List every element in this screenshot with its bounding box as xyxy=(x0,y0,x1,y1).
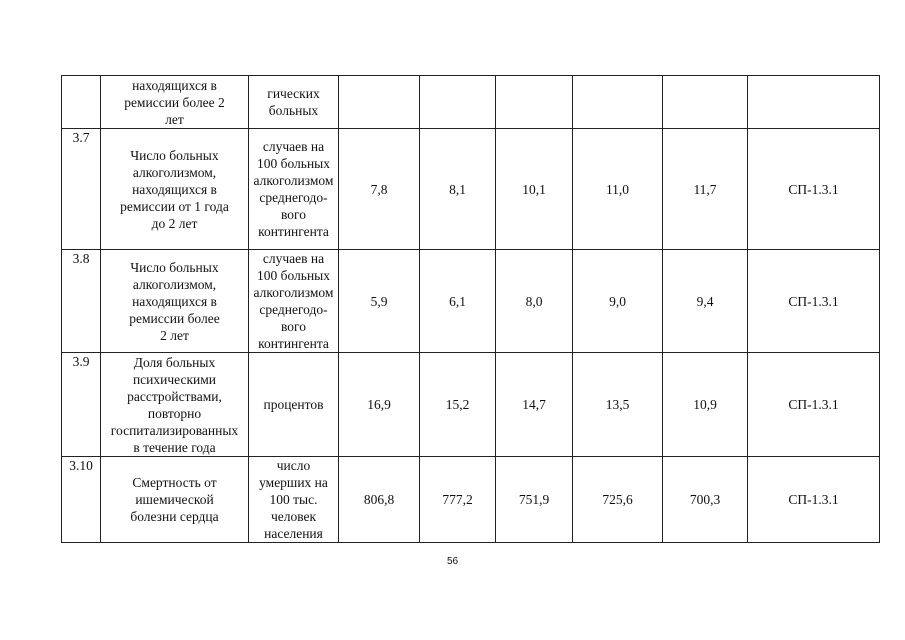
value-cell-year-3: 14,7 xyxy=(496,353,573,457)
text-line: среднегодо- xyxy=(259,190,328,205)
text-line: 100 тыс. xyxy=(269,492,318,507)
value-cell-year-2 xyxy=(420,76,496,129)
value-cell-year-3: 8,0 xyxy=(496,250,573,353)
value-cell-year-4: 725,6 xyxy=(573,457,663,543)
text-line: вого xyxy=(281,207,306,222)
reference-cell: СП-1.3.1 xyxy=(748,353,880,457)
text-line: процентов xyxy=(263,397,324,412)
value-cell-year-2: 15,2 xyxy=(420,353,496,457)
text-line: ремиссии более 2 xyxy=(124,94,225,110)
text-line: алкоголизмом, xyxy=(132,164,217,180)
value-cell-year-2: 6,1 xyxy=(420,250,496,353)
text-line: Доля больных xyxy=(133,354,216,370)
text-line: 100 больных xyxy=(256,156,330,171)
table-row xyxy=(62,250,880,353)
value-cell-year-1: 806,8 xyxy=(339,457,420,543)
value-cell-year-4: 13,5 xyxy=(573,353,663,457)
value-cell-year-2: 777,2 xyxy=(420,457,496,543)
text-line: алкоголизмом xyxy=(253,173,334,188)
unit-cell xyxy=(249,457,339,543)
reference-cell: СП-1.3.1 xyxy=(748,457,880,543)
unit-cell xyxy=(249,353,339,457)
text-line: контингента xyxy=(258,336,329,351)
indicator-name-cell xyxy=(101,250,249,353)
text-line: ремиссии более xyxy=(129,310,220,326)
row-number-cell: 3.10 xyxy=(62,457,101,543)
reference-cell: СП-1.3.1 xyxy=(748,250,880,353)
value-cell-year-1: 16,9 xyxy=(339,353,420,457)
table-row xyxy=(62,76,880,129)
text-line: лет xyxy=(165,111,184,127)
text-line: повторно xyxy=(147,405,202,421)
indicator-name-cell xyxy=(101,76,249,129)
unit-cell xyxy=(249,129,339,250)
text-line: находящихся в xyxy=(132,181,217,197)
value-cell-year-4: 11,0 xyxy=(573,129,663,250)
value-cell-year-5: 11,7 xyxy=(663,129,748,250)
text-line: человек xyxy=(270,509,317,524)
table-body xyxy=(62,76,880,543)
text-line: расстройствами, xyxy=(127,388,222,404)
reference-cell: СП-1.3.1 xyxy=(748,129,880,250)
text-line: алкоголизмом xyxy=(253,285,334,300)
row-number-cell: 3.9 xyxy=(62,353,101,457)
text-line: психическими xyxy=(132,371,217,387)
text-line: находящихся в xyxy=(132,77,217,93)
value-cell-year-5: 9,4 xyxy=(663,250,748,353)
page-number: 56 xyxy=(446,556,459,567)
text-line: населения xyxy=(264,526,323,541)
indicator-name-cell xyxy=(101,457,249,543)
value-cell-year-3: 751,9 xyxy=(496,457,573,543)
indicator-name-cell xyxy=(101,353,249,457)
value-cell-year-5: 700,3 xyxy=(663,457,748,543)
text-line: умерших на xyxy=(259,475,328,490)
value-cell-year-5: 10,9 xyxy=(663,353,748,457)
text-line: контингента xyxy=(258,224,329,239)
text-line: среднегодо- xyxy=(259,302,328,317)
text-line: до 2 лет xyxy=(151,215,198,231)
value-cell-year-2: 8,1 xyxy=(420,129,496,250)
value-cell-year-5 xyxy=(663,76,748,129)
text-line: находящихся в xyxy=(132,293,217,309)
text-line: больных xyxy=(268,103,319,118)
value-cell-year-3: 10,1 xyxy=(496,129,573,250)
table-row xyxy=(62,129,880,250)
text-line: алкоголизмом, xyxy=(132,276,217,292)
text-line: гических xyxy=(267,86,320,101)
text-line: в течение года xyxy=(133,439,216,455)
text-line: случаев на xyxy=(262,139,325,154)
unit-cell xyxy=(249,250,339,353)
row-number-cell: 3.8 xyxy=(62,250,101,353)
value-cell-year-1 xyxy=(339,76,420,129)
text-line: вого xyxy=(281,319,306,334)
unit-cell xyxy=(249,76,339,129)
row-number-cell xyxy=(62,76,101,129)
text-line: болезни сердца xyxy=(130,509,219,524)
indicator-name-cell xyxy=(101,129,249,250)
text-line: Число больных xyxy=(130,147,219,163)
text-line: случаев на xyxy=(262,251,325,266)
value-cell-year-1: 5,9 xyxy=(339,250,420,353)
value-cell-year-1: 7,8 xyxy=(339,129,420,250)
indicators-table xyxy=(61,75,880,543)
text-line: число xyxy=(276,458,311,473)
row-number-cell: 3.7 xyxy=(62,129,101,250)
value-cell-year-3 xyxy=(496,76,573,129)
text-line: Смертность от xyxy=(132,475,217,490)
text-line: 2 лет xyxy=(160,327,189,343)
value-cell-year-4: 9,0 xyxy=(573,250,663,353)
text-line: ремиссии от 1 года xyxy=(120,198,229,214)
table-row xyxy=(62,457,880,543)
text-line: ишемической xyxy=(135,492,214,507)
text-line: Число больных xyxy=(130,259,219,275)
value-cell-year-4 xyxy=(573,76,663,129)
text-line: госпитализированных xyxy=(110,422,239,438)
table-row xyxy=(62,353,880,457)
text-line: 100 больных xyxy=(256,268,330,283)
reference-cell xyxy=(748,76,880,129)
